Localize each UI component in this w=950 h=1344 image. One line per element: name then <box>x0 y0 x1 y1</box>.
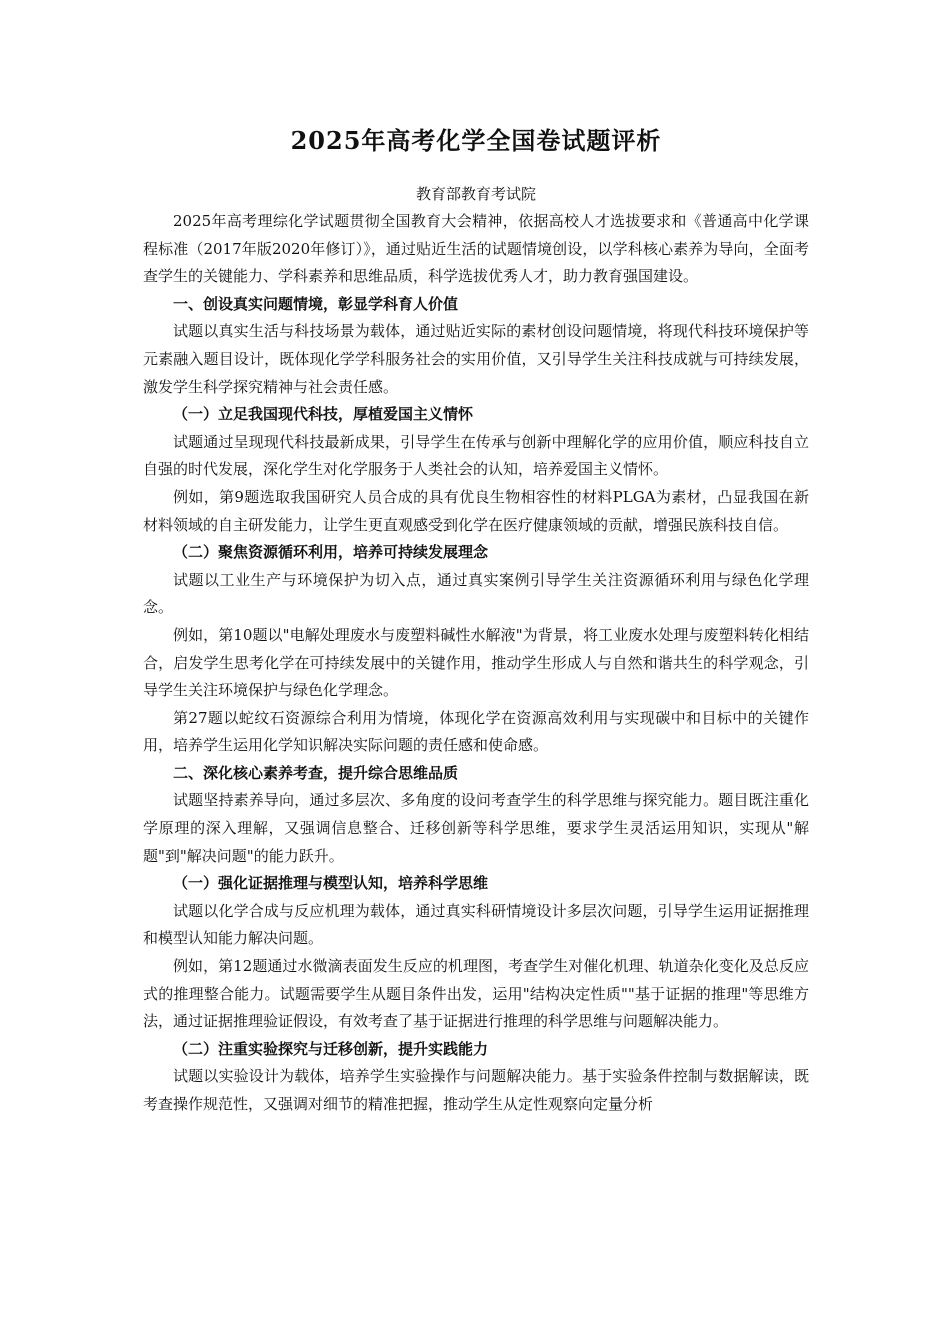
section-2-sub-1-heading: （一）强化证据推理与模型认知，培养科学思维 <box>173 874 489 893</box>
document-author: 教育部教育考试院 <box>415 185 536 203</box>
section-1-sub-2-paragraph-2: 例如，第10题以"电解处理废水与废塑料碱性水解液"为背景，将工业废水处理与废塑料转化相结合，启发学生思考化学在可持续发展中的关键作用，推动学生形成人与自然和谐共生的科学观念，引导学生关注环境保护与绿色化学理念。 <box>143 625 809 700</box>
intro-paragraph: 2025年高考理综化学试题贯彻全国教育大会精神，依据高校人才选拔要求和《普通高中化学课程标准（2017年版2020年修订）》，通过贴近生活的试题情境创设，以学科核心素养为导向，全面考查学生的关键能力、学科素养和思维品质，科学选拔优秀人才，助力教育强国建设。 <box>143 212 809 286</box>
section-1-sub-2-heading: （二）聚焦资源循环利用，培养可持续发展理念 <box>173 543 489 562</box>
section-1-sub-2-paragraph-3: 第27题以蛇纹石资源综合利用为情境，体现化学在资源高效利用与实现碳中和目标中的关键作用，培养学生运用化学知识解决实际问题的责任感和使命感。 <box>143 708 809 755</box>
section-1-heading: 一、创设真实问题情境，彰显学科育人价值 <box>173 294 459 313</box>
section-1-sub-1-paragraph-2: 例如，第9题选取我国研究人员合成的具有优良生物相容性的材料PLGA为素材，凸显我国在新材料领域的自主研发能力，让学生更直观感受到化学在医疗健康领域的贡献，增强民族科技自信。 <box>143 487 809 534</box>
document-page <box>143 118 809 1119</box>
section-1-paragraph: 试题以真实生活与科技场景为载体，通过贴近实际的素材创设问题情境，将现代科技环境保护等元素融入题目设计，既体现化学学科服务社会的实用价值，又引导学生关注科技成就与可持续发展，激发学生科学探究精神与社会责任感。 <box>143 322 809 396</box>
section-1-sub-1-heading: （一）立足我国现代科技，厚植爱国主义情怀 <box>173 405 474 424</box>
section-2-heading: 二、深化核心素养考查，提升综合思维品质 <box>173 763 459 782</box>
section-2-sub-2-paragraph-1: 试题以实验设计为载体，培养学生实验操作与问题解决能力。基于实验条件控制与数据解读，既考查操作规范性，又强调对细节的精准把握，推动学生从定性观察向定量分析 <box>143 1067 809 1113</box>
section-1-sub-2-paragraph-1: 试题以工业生产与环境保护为切入点，通过真实案例引导学生关注资源循环利用与绿色化学理念。 <box>143 570 809 617</box>
document-title: 2025年高考化学全国卷试题评析 <box>290 126 662 155</box>
section-2-paragraph: 试题坚持素养导向，通过多层次、多角度的设问考查学生的科学思维与探究能力。题目既注重化学原理的深入理解，又强调信息整合、迁移创新等科学思维，要求学生灵活运用知识，实现从"解题"到"解决问题"的能力跃升。 <box>143 791 809 865</box>
section-2-sub-2-heading: （二）注重实验探究与迁移创新，提升实践能力 <box>173 1039 489 1058</box>
section-1-sub-1-paragraph-1: 试题通过呈现现代科技最新成果，引导学生在传承与创新中理解化学的应用价值，顺应科技自立自强的时代发展，深化学生对化学服务于人类社会的认知，培养爱国主义情怀。 <box>143 432 809 479</box>
section-2-sub-1-paragraph-1: 试题以化学合成与反应机理为载体，通过真实科研情境设计多层次问题，引导学生运用证据推理和模型认知能力解决问题。 <box>143 901 809 948</box>
section-2-sub-1-paragraph-2: 例如，第12题通过水微滴表面发生反应的机理图，考查学生对催化机理、轨道杂化变化及总反应式的推理整合能力。试题需要学生从题目条件出发，运用"结构决定性质""基于证据的推理"等思维方法，通过证据推理验证假设，有效考查了基于证据进行推理的科学思维与问题解决能力。 <box>143 957 809 1031</box>
